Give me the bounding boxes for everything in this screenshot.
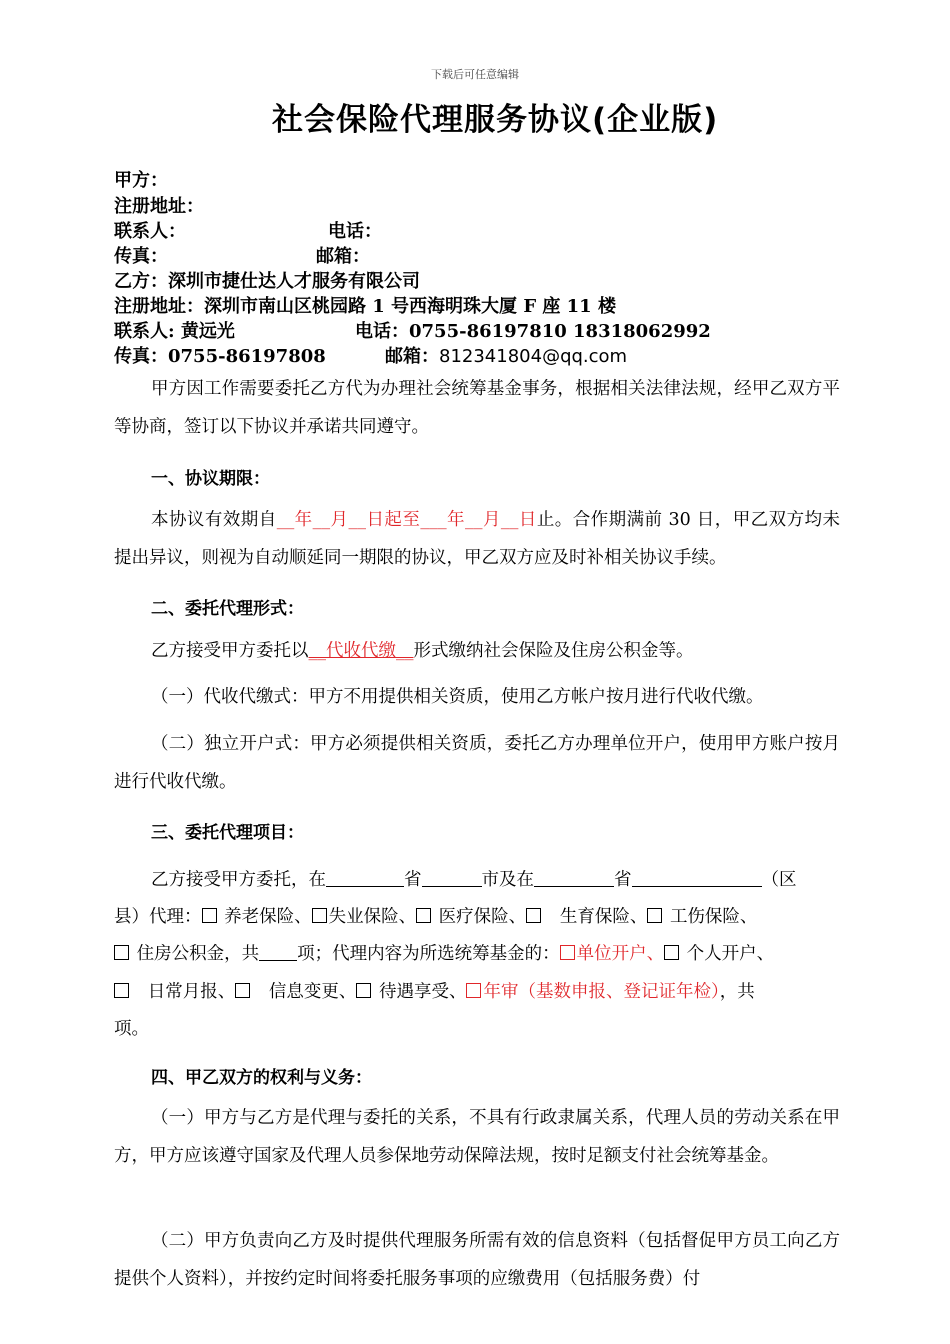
section3-line5: 项。 — [114, 1019, 149, 1039]
benefit-label: 待遇享受、 — [378, 982, 467, 1002]
party-b-contact-row — [114, 317, 711, 343]
party-b-fax: 传真：0755-86197808 — [114, 346, 326, 367]
section3-line1 — [151, 866, 797, 891]
section1-paragraph — [114, 502, 840, 577]
party-b-contact: 联系人: 黄远光 — [114, 321, 235, 342]
section3-heading: 三、委托代理项目： — [151, 823, 304, 843]
section4-item1: （一）甲方与乙方是代理与委托的关系，不具有行政隶属关系，代理人员的劳动关系在甲方，甲方应该遵守国家及代理人员参保地劳动保障法规，按时足额支付社会统筹基金。 — [114, 1108, 840, 1166]
unemployment-checkbox[interactable] — [312, 908, 327, 923]
section1-text-a: 本协议有效期自 — [151, 510, 277, 530]
section2-text-a: 乙方接受甲方委托以 — [151, 641, 309, 661]
maternity-checkbox[interactable] — [526, 908, 541, 923]
section3-l4-end: ，共 — [719, 982, 755, 1002]
party-a-fax-row — [114, 242, 370, 268]
annual-review-checkbox[interactable] — [466, 983, 481, 998]
party-b-address: 注册地址：深圳市南山区桃园路 1 号西海明珠大厦 F 座 11 楼 — [114, 296, 616, 317]
injury-checkbox[interactable] — [647, 908, 662, 923]
section2-form-value: __代收代缴__ — [308, 641, 414, 661]
section1-term-dates: __年__月__日起至___年__月__日 — [276, 510, 537, 530]
unemployment-label: 失业保险、 — [328, 907, 417, 927]
province-blank-2[interactable] — [534, 868, 614, 887]
party-a-contact-label: 联系人： — [114, 221, 186, 242]
unit-open-label: 单位开户、 — [576, 944, 665, 964]
annual-review-label: 年审（基数申报、登记证年检） — [483, 982, 720, 1002]
province-blank-1[interactable] — [326, 868, 404, 887]
section3-l1-text-c: 市及在 — [481, 870, 534, 890]
header-note: 下载后可任意编辑 — [431, 68, 519, 81]
injury-label: 工伤保险、 — [669, 907, 758, 927]
info-change-checkbox[interactable] — [235, 983, 250, 998]
document-title: 社会保险代理服务协议(企业版) — [272, 102, 719, 138]
party-a-contact-row — [114, 217, 382, 243]
section4-item2: （二）甲方负责向乙方及时提供代理服务所需有效的信息资料（包括督促甲方员工向乙方提供个人资料），并按约定时间将委托服务事项的应缴费用（包括服务费）付 — [114, 1231, 840, 1289]
section3-l1-text-a: 乙方接受甲方委托，在 — [151, 870, 326, 890]
section4-heading: 四、甲乙双方的权利与义务： — [151, 1068, 372, 1088]
section1-text-b: 止。合作期满前 30 日，甲乙双方均未提出异议，则视为自动顺延同一期限的协议，甲乙双方应及时补相关协议手续。 — [114, 510, 840, 568]
intro-paragraph: 甲方因工作需要委托乙方代为办理社会统筹基金事务，根据相关法律法规，经甲乙双方平等协商，签订以下协议并承诺共同遵守。 — [114, 379, 840, 437]
district-blank[interactable] — [632, 868, 762, 887]
party-b-fax-row — [114, 342, 628, 368]
section3-line4 — [114, 978, 755, 1003]
medical-checkbox[interactable] — [416, 908, 431, 923]
party-a-fax-label: 传真： — [114, 246, 168, 267]
maternity-label: 生育保险、 — [559, 907, 648, 927]
party-a-address-label: 注册地址： — [114, 196, 204, 217]
section2-text-b: 形式缴纳社会保险及住房公积金等。 — [413, 641, 694, 661]
housing-fund-checkbox[interactable] — [114, 945, 129, 960]
housing-fund-label: 住房公积金，共 — [136, 944, 260, 964]
section2-heading: 二、委托代理形式： — [151, 599, 304, 619]
party-b-name: 乙方：深圳市捷仕达人才服务有限公司 — [114, 271, 420, 292]
monthly-report-checkbox[interactable] — [114, 983, 129, 998]
city-blank-1[interactable] — [422, 868, 482, 887]
monthly-report-label: 日常月报、 — [147, 982, 236, 1002]
section3-l1-text-d: 省 — [614, 870, 632, 890]
pension-label: 养老保险、 — [224, 907, 312, 927]
item-count-blank-1[interactable] — [259, 942, 297, 961]
section1-heading: 一、协议期限： — [151, 469, 270, 489]
personal-open-label: 个人开户、 — [686, 944, 775, 964]
pension-checkbox[interactable] — [202, 908, 217, 923]
unit-open-checkbox[interactable] — [560, 945, 575, 960]
section2-paragraph — [114, 633, 840, 671]
section3-l3-text-b: 项；代理内容为所选统筹基金的： — [297, 944, 560, 964]
party-b-email: 812341804@qq.com — [439, 346, 628, 367]
party-a-label: 甲方： — [114, 170, 168, 191]
personal-open-checkbox[interactable] — [664, 945, 679, 960]
party-a-email-label: 邮箱： — [316, 246, 370, 267]
benefit-checkbox[interactable] — [356, 983, 371, 998]
section3-line2 — [114, 903, 757, 928]
party-b-email-label: 邮箱： — [385, 346, 439, 367]
section2-item2: （二）独立开户式：甲方必须提供相关资质，委托乙方办理单位开户，使用甲方账户按月进行代收代缴。 — [114, 734, 840, 792]
party-a-phone-label: 电话： — [328, 221, 382, 242]
party-b-phone: 电话：0755-86197810 18318062992 — [355, 321, 711, 342]
section3-line3 — [114, 940, 774, 965]
info-change-label: 信息变更、 — [268, 982, 357, 1002]
medical-label: 医疗保险、 — [438, 907, 527, 927]
section3-l1-text-b: 省 — [404, 870, 422, 890]
section3-l1-text-e: （区 — [761, 870, 797, 890]
section3-l2-text-a: 县）代理： — [114, 907, 202, 927]
section2-item1: （一）代收代缴式：甲方不用提供相关资质，使用乙方帐户按月进行代收代缴。 — [151, 687, 764, 707]
party-b-email-group — [385, 342, 627, 368]
